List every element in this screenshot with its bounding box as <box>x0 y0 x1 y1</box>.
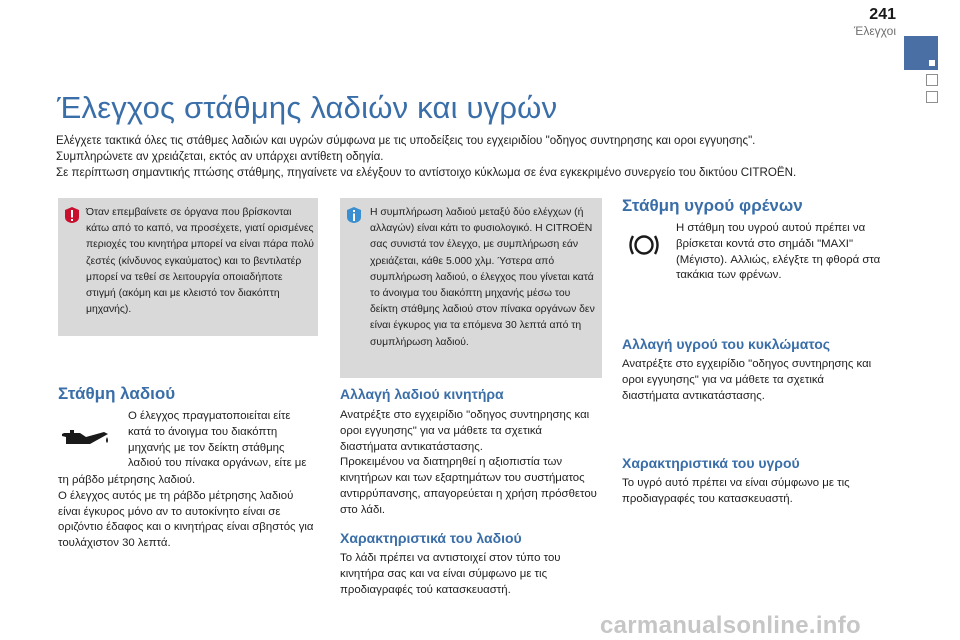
info-text: Η συμπλήρωση λαδιού μεταξύ δύο ελέγχων (ή αλλαγών) είναι κάτι το φυσιολογικό. Η CITROËN σας συνιστά τον έλεγχο, με συμπλήρωση εάν χρειάζεται, κάθε 5.000 χλμ. Ύστερα από συμπλήρωση λαδιού, ο έλεγχος που γίνεται κατά το άνοιγμα του διακόπτη μηχανής μέσω του δείκτη στάθμης λαδιού στον πίνακα οργάνων δεν είναι έγκυρος για τα επόμενα 30 λεπτά από τη συμπλήρωση λαδιού. <box>370 207 595 348</box>
oil-level-line: Ο έλεγχος αυτός με τη ράβδο μέτρησης λαδιού είναι έγκυρος μόνο αν το αυτοκίνητο είναι σε οριζόντιο έδαφος και ο κινητήρας είναι σβηστός για τουλάχιστον 30 λεπτά. <box>58 489 314 550</box>
brake-warning-icon <box>627 232 661 258</box>
watermark: carmanualsonline.info <box>600 612 862 639</box>
fluid-change-text: Ανατρέξτε στο εγχειρίδιο "οδηγος συντηρησης και οροι εγγυησης" για να μάθετε τα σχετικά διαστήματα αντικατάστασης. <box>622 358 872 402</box>
intro-line: Συμπληρώνετε αν χρειάζεται, εκτός αν υπάρχει αντίθετη οδηγία. <box>56 150 384 163</box>
section-name: Έλεγχοι <box>853 24 896 38</box>
intro-line: Σε περίπτωση σημαντικής πτώσης στάθμης, πηγαίνετε να ελέγξουν το αντίστοιχο κύκλωμα σε ένα εγκεκριμένο συνεργείο του δικτύου CITROËN. <box>56 166 797 179</box>
warning-exclamation-icon <box>64 206 80 224</box>
oil-can-icon <box>60 424 112 448</box>
page-number: 241 <box>869 6 896 23</box>
heading-oil-level: Στάθμη λαδιού <box>58 384 176 403</box>
intro-text <box>56 133 916 181</box>
warning-text: Όταν επεμβαίνετε σε όργανα που βρίσκονται κάτω από το καπό, να προσέχετε, γιατί ορισμένες περιοχές του κινητήρα μπορεί να είναι πάρα πολύ ζεστές (κίνδυνος εγκαύματος) και το βεντιλατέρ μπορεί να τεθεί σε λειτουργία οποιαδήποτε στιγμή (ακόμη και με κλειστό τον διακόπτη μηχανής). <box>86 207 314 316</box>
oil-change-line: Προκειμένου να διατηρηθεί η αξιοπιστία των κινητήρων και των εξαρτημάτων του συστήματος αντιρρύπανσης, απαγορεύεται η χρήση πρόσθετου στο λάδι. <box>340 456 597 516</box>
page-title: Έλεγχος στάθμης λαδιών και υγρών <box>57 90 558 125</box>
oil-level-text-cont <box>58 473 314 552</box>
chapter-tab-box <box>926 74 938 86</box>
oil-change-line: Ανατρέξτε στο εγχειρίδιο "οδηγος συντηρησης και οροι εγγυησης" για να μάθετε τα σχετικά διαστήματα αντικατάστασης. <box>340 409 590 453</box>
oil-spec-text: Το λάδι πρέπει να αντιστοιχεί στον τύπο του κινητήρα σας και να είναι σύμφωνο με τις προδιαγραφές τού κατασκευαστή. <box>340 552 561 596</box>
oil-level-line: τη ράβδο μέτρησης λαδιού. <box>58 474 196 486</box>
warning-box <box>58 198 318 336</box>
heading-fluid-change: Αλλαγή υγρού του κυκλώματος <box>622 336 831 352</box>
chapter-tab-box <box>926 91 938 103</box>
info-icon <box>346 206 362 224</box>
brake-fluid-text: Η στάθμη του υγρού αυτού πρέπει να βρίσκεται κοντά στο σημάδι "MAXI" (Μέγιστο). Αλλιώς, ελέγξτε τη φθορά στα τακάκια των φρένων. <box>676 222 881 282</box>
intro-line: Ελέγχετε τακτικά όλες τις στάθμες λαδιών και υγρών σύμφωνα με τις υποδείξεις του εγχειριδίου "οδηγος συντηρησης και οροι εγγυησης". <box>56 134 756 147</box>
fluid-spec-text: Το υγρό αυτό πρέπει να είναι σύμφωνο με τις προδιαγραφές του κατασκευαστή. <box>622 477 850 505</box>
heading-brake-fluid: Στάθμη υγρού φρένων <box>622 196 803 215</box>
oil-change-text <box>340 408 602 519</box>
heading-oil-change: Αλλαγή λαδιού κινητήρα <box>340 386 504 402</box>
chapter-tab-active <box>904 36 938 70</box>
oil-level-text: Ο έλεγχος πραγματοποιείται είτε κατά το άνοιγμα του διακόπτη μηχανής με τον δείκτη στάθμης λαδιού του πίνακα οργάνων, είτε με <box>128 410 307 470</box>
info-box <box>340 198 602 378</box>
heading-fluid-spec: Χαρακτηριστικά του υγρού <box>622 455 800 471</box>
heading-oil-spec: Χαρακτηριστικά του λαδιού <box>340 530 522 546</box>
